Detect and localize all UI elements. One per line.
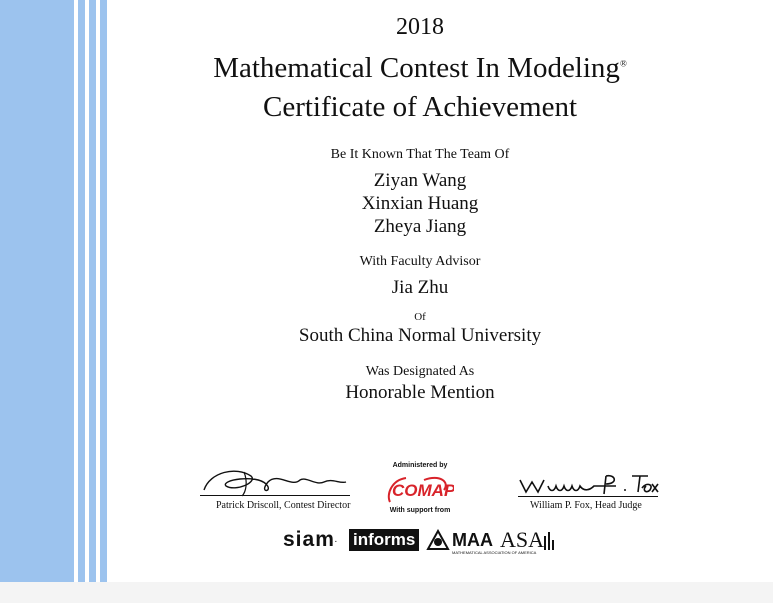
intro-text: Be It Known That The Team Of [330, 147, 510, 162]
advisor-label: With Faculty Advisor [359, 254, 481, 269]
decorative-stripe [89, 0, 96, 582]
comap-logo [384, 472, 454, 511]
team-members [110, 169, 730, 238]
maa-logo: MAA MATHEMATICAL ASSOCIATION OF AMERICA [426, 525, 493, 555]
head-judge-caption: William P. Fox, Head Judge [530, 500, 642, 511]
asa-bars-icon [544, 530, 554, 550]
contest-name: Mathematical Contest In Modeling® [213, 52, 627, 84]
informs-logo: informs [349, 525, 419, 555]
award: Honorable Mention [345, 382, 495, 403]
support-label: With support from [389, 507, 451, 514]
team-member: Xinxian Huang [361, 193, 479, 214]
registered-mark: ® [619, 58, 627, 69]
signature-line [518, 496, 658, 497]
signature-line [200, 495, 350, 496]
designation-label: Was Designated As [365, 364, 475, 379]
maa-emblem-icon [426, 529, 450, 551]
faculty-advisor: Jia Zhu [391, 277, 449, 298]
institution: South China Normal University [298, 325, 542, 346]
of-label: Of [414, 311, 426, 323]
bottom-band [0, 582, 773, 603]
team-member: Ziyan Wang [373, 170, 467, 191]
svg-text:COMAP: COMAP [392, 481, 454, 500]
director-caption: Patrick Driscoll, Contest Director [216, 500, 351, 511]
decorative-stripe-wide [0, 0, 74, 582]
year: 2018 [396, 14, 444, 40]
decorative-stripe [78, 0, 85, 582]
decorative-stripe [100, 0, 107, 582]
certificate-title: Certificate of Achievement [262, 91, 578, 123]
director-signature [196, 462, 356, 498]
siam-logo: siam . [283, 528, 337, 551]
team-member: Zheya Jiang [373, 216, 467, 237]
asa-logo: ASA [500, 525, 554, 555]
administered-by-label: Administered by [392, 462, 448, 469]
head-judge-signature [516, 472, 661, 498]
